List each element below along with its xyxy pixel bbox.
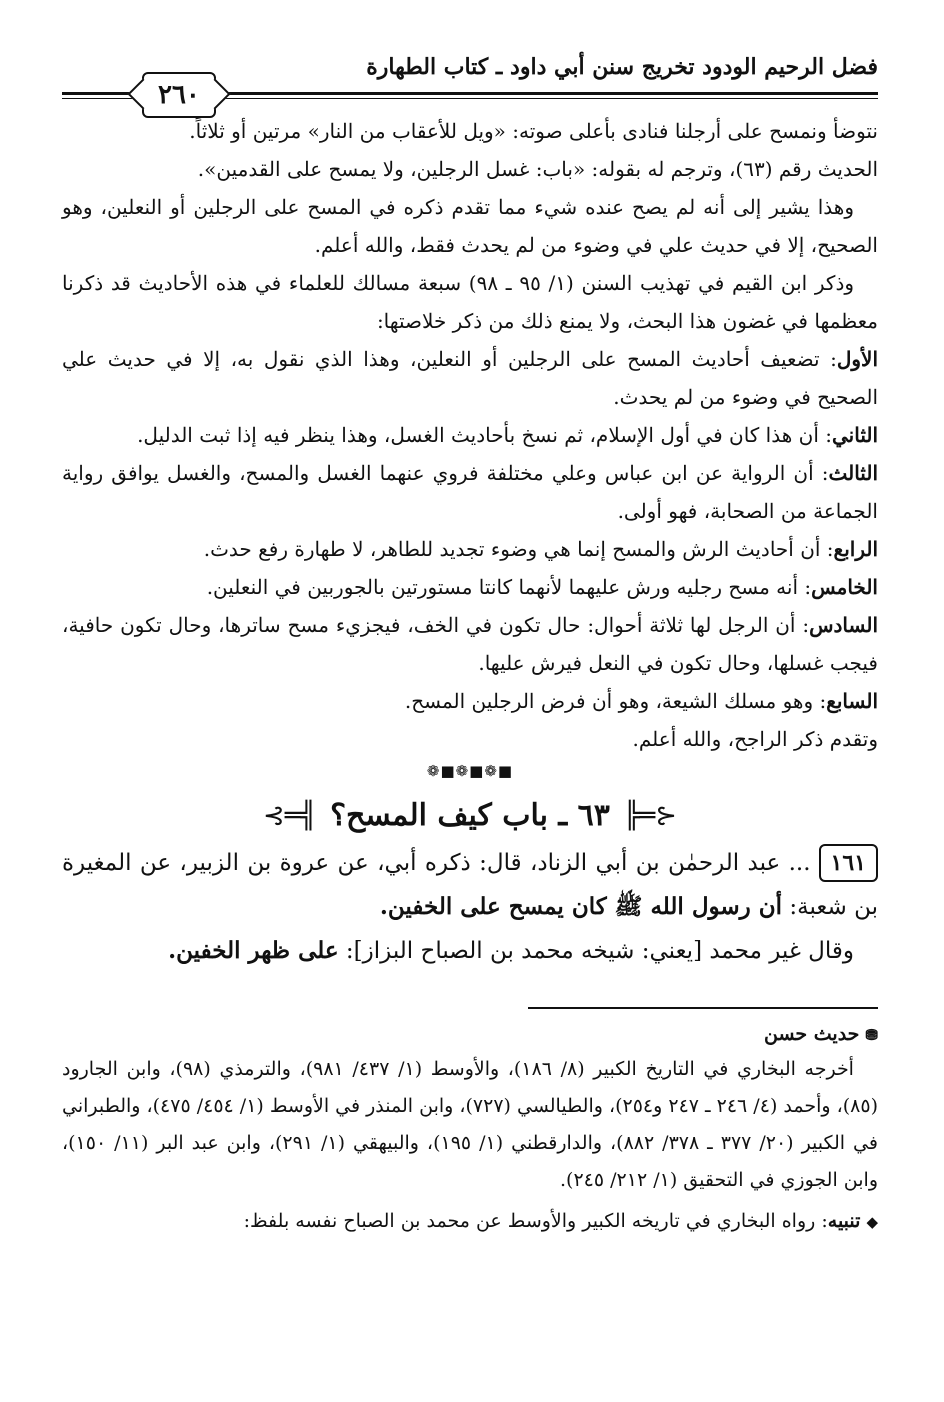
takhrij-text: أخرجه البخاري في التاريخ الكبير (٨/ ١٨٦)، والأوسط (١/ ٤٣٧/ ٩٨١)، والترمذي (٩٨)، وابن الجارود (٨٥)، وأحمد (٤/ ٢٤٦ ـ ٢٤٧ و٢٥٤)، والطيالسي (٧٢٧)، وابن المنذر في الأوسط (١/ ٤٥٤/ ٤٧٥)، والطبراني في الكبير (٢٠/ ٣٧٧ ـ ٣٧٨/ ٨٨٢)، والدارقطني (١/ ١٩٥)، والبيهقي (١/ ٢٩١)، وابن عبد البر (١١/ ١٥٠)، وابن الجوزي في التحقيق (١/ ٢١٢/ ٢٤٥).	[62, 1058, 878, 1191]
note-label: تنبيه	[827, 1210, 861, 1232]
note-text: : رواه البخاري في تاريخه الكبير والأوسط عن محمد بن الصباح نفسه بلفظ:	[243, 1210, 828, 1232]
hadith-number: ١٦١	[819, 844, 878, 882]
list-item-text: : أنه مسح رجليه ورش عليهما لأنهما كانتا مستورتين بالجوربين في النعلين.	[206, 575, 812, 599]
list-item-label: الأول	[836, 347, 878, 371]
closing-line: وتقدم ذكر الراجح، والله أعلم.	[632, 727, 878, 751]
list-item-text: : أن الرواية عن ابن عباس وعلي مختلفة فروي عنهما الغسل والمسح، والغسل يوافق رواية الجماعة من الصحابة، فهو أولى.	[62, 461, 878, 523]
footnotes	[62, 1023, 878, 1241]
list-item-text: : أن هذا كان في أول الإسلام، ثم نسخ بأحاديث الغسل، وهذا ينظر فيه إذا ثبت الدليل.	[137, 423, 832, 447]
main-text	[62, 112, 878, 973]
note-line	[62, 1203, 878, 1241]
footnote-rule	[528, 1007, 878, 1009]
hadith-grade	[62, 1023, 878, 1045]
hadith-variant-text: على ظهر الخفين.	[168, 937, 339, 964]
list-item-text: : وهو مسلك الشيعة، وهو أن فرض الرجلين المسح.	[404, 689, 827, 713]
hadith-isnad: ... عبد الرحمٰن بن أبي الزناد، قال: ذكره أبي، عن عروة بن الزبير، عن المغيرة بن شعبة:	[62, 850, 878, 920]
list-item-label: السابع	[826, 689, 878, 713]
hadith-grade-text: حديث حسن	[763, 1023, 860, 1045]
chapter-ornament-left: ⊰═╣	[263, 800, 317, 831]
list-item-label: الرابع	[833, 537, 878, 561]
list-item-text: : تضعيف أحاديث المسح على الرجلين أو النعلين، وهذا الذي نقول به، إلا في حديث علي الصحيح في وضوء من لم يحدث.	[62, 347, 878, 409]
ornament-divider: ❁■❁■❁■	[426, 762, 514, 780]
list-item	[62, 530, 878, 568]
list-item	[62, 454, 878, 530]
paragraph: وذكر ابن القيم في تهذيب السنن (١/ ٩٥ ـ ٩٨) سبعة مسالك للعلماء في هذه الأحاديث قد ذكرنا معظمها في غضون هذا البحث، ولا يمنع ذلك من ذكر خلاصتها:	[62, 271, 878, 333]
hadith-matn: أن رسول الله ﷺ كان يمسح على الخفين.	[379, 893, 783, 920]
list-item	[62, 568, 878, 606]
page-header	[62, 42, 878, 110]
hadith-variant-intro: وقال غير محمد [يعني: شيخه محمد بن الصباح البزاز]:	[338, 938, 854, 964]
list-item	[62, 682, 878, 720]
list-item-label: الثاني	[831, 423, 878, 447]
paragraph: الحديث رقم (٦٣)، وترجم له بقوله: «باب: غسل الرجلين، ولا يمسح على القدمين».	[197, 157, 878, 181]
book-icon: ⛃	[865, 1026, 878, 1044]
list-item-text: : أن الرجل لها ثلاثة أحوال: حال تكون في الخف، فيجزيء مسح ساترها، وحال تكون حافية، فيجب غسلها، وحال تكون في النعل فيرش عليها.	[62, 613, 878, 675]
list-item-label: الثالث	[828, 461, 878, 485]
hadith-text	[62, 841, 878, 929]
list-item-label: السادس	[809, 613, 878, 637]
hadith-variant	[62, 929, 878, 973]
paragraph: نتوضأ ونمسح على أرجلنا فنادى بأعلى صوته: «ويل للأعقاب من النار» مرتين أو ثلاثاً.	[189, 119, 878, 143]
page-number: ٢٦٠	[142, 72, 216, 118]
list-item	[62, 340, 878, 416]
running-title: فضل الرحيم الودود تخريج سنن أبي داود ـ كتاب الطهارة	[366, 54, 878, 80]
paragraph: وهذا يشير إلى أنه لم يصح عنده شيء مما تقدم ذكره في المسح على الرجلين أو النعلين، وهو الصحيح، إلا في حديث علي في وضوء من لم يحدث فقط، والله أعلم.	[62, 195, 878, 257]
list-item	[62, 416, 878, 454]
diamond-icon: ◆	[866, 1213, 878, 1231]
list-item-label: الخامس	[811, 575, 878, 599]
chapter-title: ٦٣ ـ باب كيف المسح؟	[330, 798, 610, 833]
list-item	[62, 606, 878, 682]
list-item-text: : أن أحاديث الرش والمسح إنما هي وضوء تجديد للطاهر، لا طهارة رفع حدث.	[203, 537, 834, 561]
chapter-heading	[62, 798, 878, 833]
chapter-ornament-right: ╠═⊱	[623, 800, 677, 831]
